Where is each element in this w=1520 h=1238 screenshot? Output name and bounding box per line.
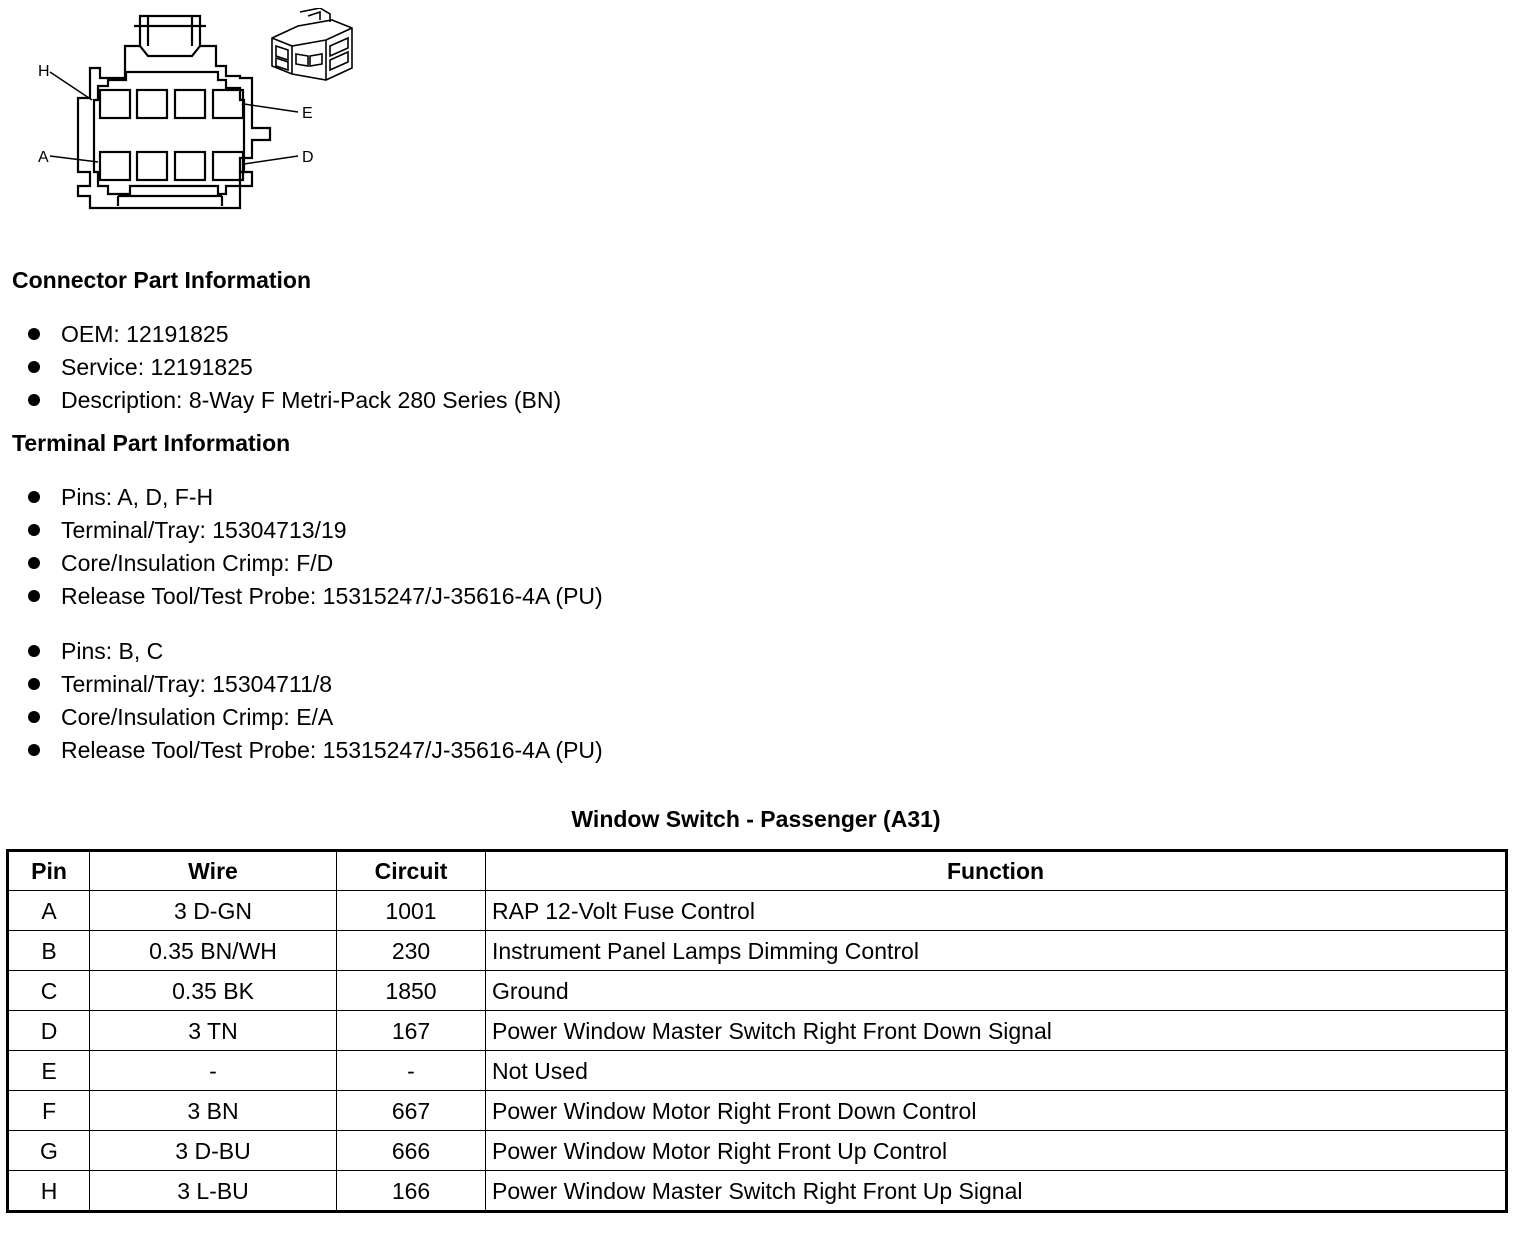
cell-pin: F	[8, 1091, 90, 1131]
bullet-icon	[28, 645, 40, 657]
table-row	[8, 1051, 1507, 1091]
cell-function: Instrument Panel Lamps Dimming Control	[486, 931, 1507, 971]
cell-function: Power Window Motor Right Front Down Control	[486, 1091, 1507, 1131]
header-pin: Pin	[8, 851, 90, 891]
list-item-text: Terminal/Tray: 15304713/19	[61, 517, 347, 543]
list-item	[28, 635, 603, 668]
cell-pin: A	[8, 891, 90, 931]
bullet-icon	[28, 394, 40, 406]
header-wire: Wire	[90, 851, 337, 891]
connector-part-info-list	[28, 318, 561, 417]
list-item	[28, 351, 561, 384]
bullet-icon	[28, 328, 40, 340]
cell-wire: 0.35 BN/WH	[90, 931, 337, 971]
list-item	[28, 668, 603, 701]
cell-circuit: 230	[337, 931, 486, 971]
connector-diagram	[30, 8, 370, 218]
cavity-label-h: H	[38, 63, 50, 80]
cell-circuit: 1001	[337, 891, 486, 931]
table-row	[8, 931, 1507, 971]
cavity-label-a: A	[38, 149, 49, 166]
table-row	[8, 971, 1507, 1011]
list-item-text: Service: 12191825	[61, 354, 253, 380]
cell-circuit: 166	[337, 1171, 486, 1212]
cell-pin: H	[8, 1171, 90, 1212]
list-item-text: Release Tool/Test Probe: 15315247/J-35616-4A (PU)	[61, 583, 603, 609]
cell-pin: G	[8, 1131, 90, 1171]
cell-function: Not Used	[486, 1051, 1507, 1091]
bullet-icon	[28, 491, 40, 503]
list-item-text: Core/Insulation Crimp: E/A	[61, 704, 334, 730]
bullet-icon	[28, 590, 40, 602]
cell-pin: E	[8, 1051, 90, 1091]
list-item-text: Pins: B, C	[61, 638, 164, 664]
list-item	[28, 580, 603, 613]
cell-wire: 0.35 BK	[90, 971, 337, 1011]
table-body	[8, 891, 1507, 1212]
table-row	[8, 1091, 1507, 1131]
cell-wire: -	[90, 1051, 337, 1091]
terminal-part-info-list-1	[28, 481, 603, 613]
cell-circuit: 1850	[337, 971, 486, 1011]
cell-function: RAP 12-Volt Fuse Control	[486, 891, 1507, 931]
terminal-part-info-heading: Terminal Part Information	[12, 430, 291, 456]
list-item-text: Description: 8-Way F Metri-Pack 280 Series (BN)	[61, 387, 562, 413]
cavity-label-e: E	[302, 105, 313, 122]
table-row	[8, 1011, 1507, 1051]
terminal-part-info-list-2	[28, 635, 603, 767]
list-item-text: Release Tool/Test Probe: 15315247/J-35616-4A (PU)	[61, 737, 603, 763]
cell-circuit: -	[337, 1051, 486, 1091]
cell-pin: B	[8, 931, 90, 971]
table-row	[8, 1171, 1507, 1212]
table-title: Window Switch - Passenger (A31)	[571, 806, 941, 832]
cell-wire: 3 D-BU	[90, 1131, 337, 1171]
cell-pin: D	[8, 1011, 90, 1051]
list-item	[28, 547, 603, 580]
pinout-table	[6, 849, 1508, 1213]
bullet-icon	[28, 744, 40, 756]
cell-wire: 3 L-BU	[90, 1171, 337, 1212]
cell-function: Power Window Master Switch Right Front Down Signal	[486, 1011, 1507, 1051]
bullet-icon	[28, 524, 40, 536]
connector-isometric-icon	[272, 8, 352, 80]
list-item-text: Terminal/Tray: 15304711/8	[61, 671, 333, 697]
table-header-row	[8, 851, 1507, 891]
bullet-icon	[28, 678, 40, 690]
list-item-text: OEM: 12191825	[61, 321, 229, 347]
bullet-icon	[28, 557, 40, 569]
table-row	[8, 891, 1507, 931]
list-item	[28, 514, 603, 547]
cavity-label-d: D	[302, 149, 314, 166]
cell-wire: 3 TN	[90, 1011, 337, 1051]
connector-part-info-heading: Connector Part Information	[12, 267, 312, 293]
list-item-text: Core/Insulation Crimp: F/D	[61, 550, 334, 576]
cell-circuit: 167	[337, 1011, 486, 1051]
list-item-text: Pins: A, D, F-H	[61, 484, 214, 510]
cell-function: Power Window Motor Right Front Up Control	[486, 1131, 1507, 1171]
cell-circuit: 666	[337, 1131, 486, 1171]
header-circuit: Circuit	[337, 851, 486, 891]
cell-wire: 3 BN	[90, 1091, 337, 1131]
cell-wire: 3 D-GN	[90, 891, 337, 931]
list-item	[28, 318, 561, 351]
list-item	[28, 701, 603, 734]
header-function: Function	[486, 851, 1507, 891]
list-item	[28, 481, 603, 514]
list-item	[28, 734, 603, 767]
bullet-icon	[28, 711, 40, 723]
cell-circuit: 667	[337, 1091, 486, 1131]
table-row	[8, 1131, 1507, 1171]
cell-pin: C	[8, 971, 90, 1011]
cell-function: Ground	[486, 971, 1507, 1011]
cell-function: Power Window Master Switch Right Front Up Signal	[486, 1171, 1507, 1212]
list-item	[28, 384, 561, 417]
bullet-icon	[28, 361, 40, 373]
